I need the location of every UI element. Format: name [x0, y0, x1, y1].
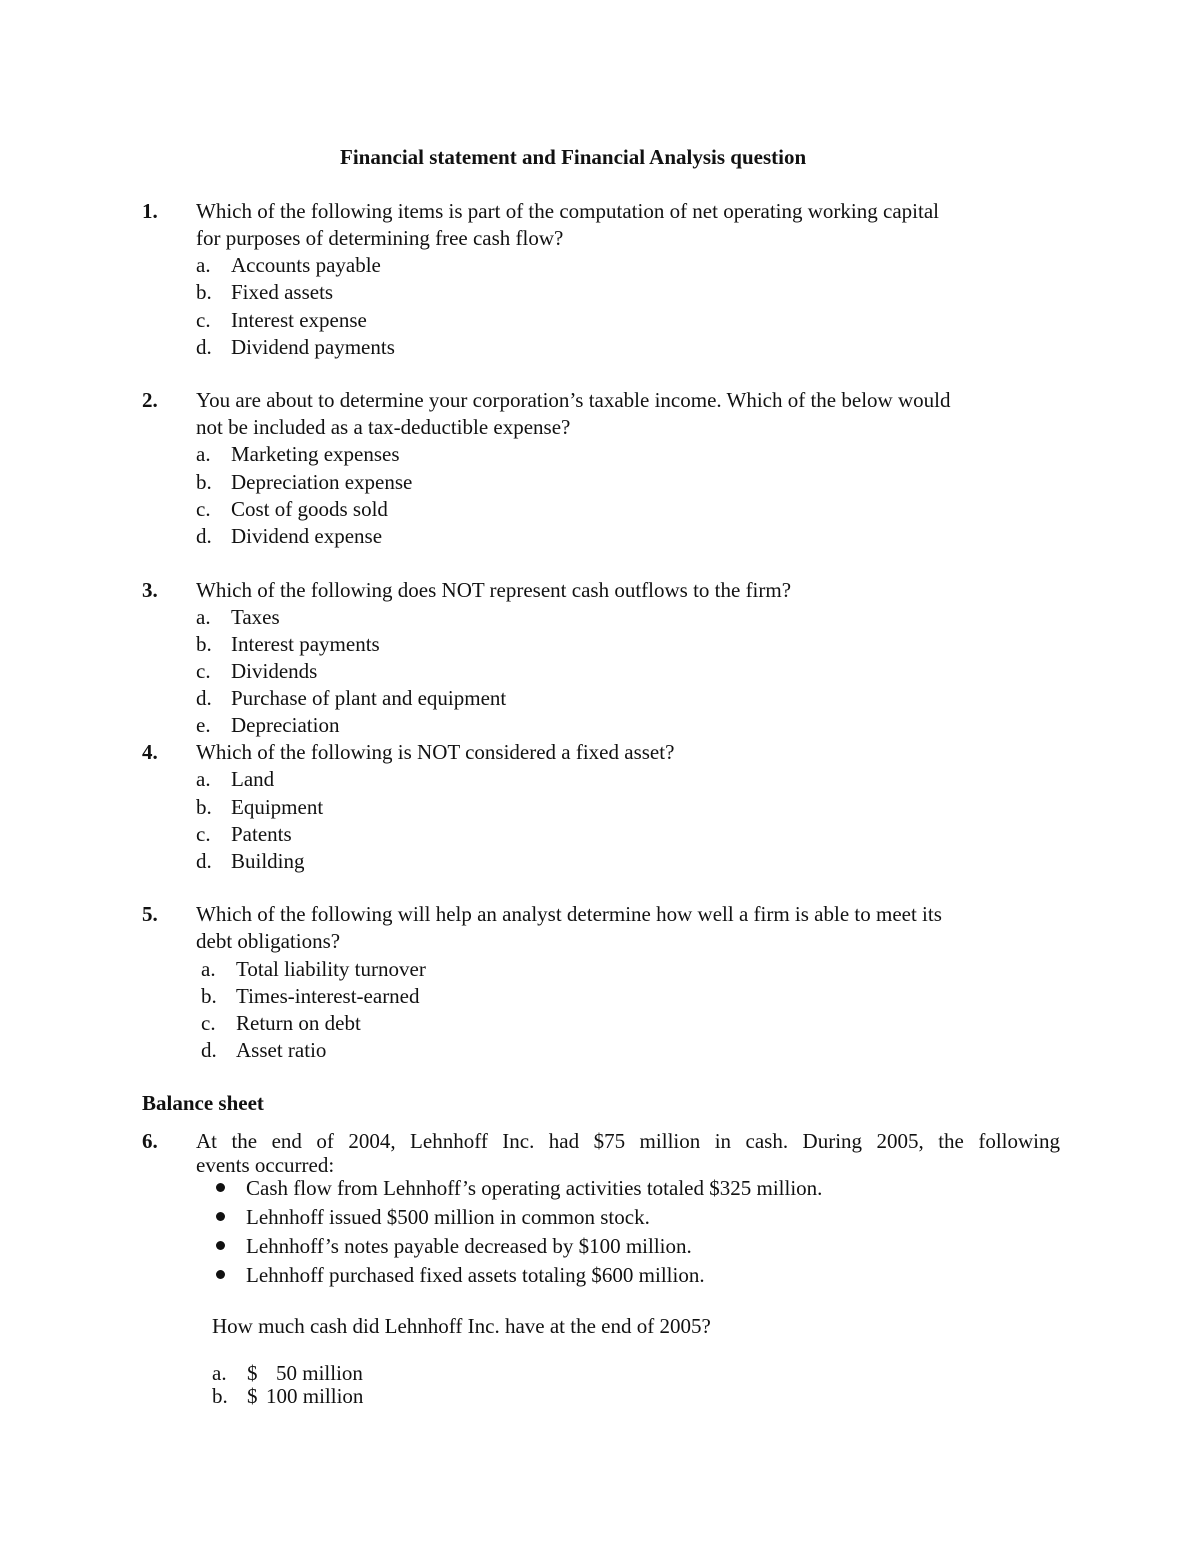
question-6-bullet-4: Lehnhoff purchased fixed assets totaling $600 million.: [246, 1263, 705, 1287]
question-3-text-line-1: Which of the following does NOT represent cash outflows to the firm?: [196, 578, 792, 602]
question-1-text-line-1: Which of the following items is part of the computation of net operating working capital: [196, 199, 939, 223]
question-2-option-a-letter: a.: [196, 442, 211, 466]
question-3-option-a-text: Taxes: [231, 605, 280, 629]
question-1-option-d-letter: d.: [196, 335, 212, 359]
question-5-option-d-letter: d.: [201, 1038, 217, 1062]
question-5-text-line-1: Which of the following will help an analyst determine how well a firm is able to meet its: [196, 902, 942, 926]
question-5-option-d-text: Asset ratio: [236, 1038, 327, 1062]
question-4-option-d-text: Building: [231, 849, 305, 873]
question-6-bullet-2: Lehnhoff issued $500 million in common stock.: [246, 1205, 650, 1229]
question-3-option-e-text: Depreciation: [231, 713, 340, 737]
question-1-option-c-letter: c.: [196, 308, 211, 332]
question-6-option-a-currency: $: [247, 1361, 258, 1385]
question-2-text-line-2: not be included as a tax-deductible expense?: [196, 415, 571, 439]
question-3-option-a-letter: a.: [196, 605, 211, 629]
question-1-option-b-text: Fixed assets: [231, 280, 334, 304]
question-2-option-c-text: Cost of goods sold: [231, 497, 388, 521]
page-title: Financial statement and Financial Analysis question: [340, 145, 807, 169]
question-4-option-b-text: Equipment: [231, 795, 324, 819]
question-5-option-b-text: Times-interest-earned: [236, 984, 420, 1008]
question-2-option-a-text: Marketing expenses: [231, 442, 400, 466]
question-1-text-line-2: for purposes of determining free cash flow?: [196, 226, 564, 250]
question-1-option-a-letter: a.: [196, 253, 211, 277]
question-6-prompt: How much cash did Lehnhoff Inc. have at the end of 2005?: [212, 1314, 711, 1338]
question-1-option-c-text: Interest expense: [231, 308, 367, 332]
question-1-option-b-letter: b.: [196, 280, 212, 304]
question-2-number: 2.: [142, 388, 158, 412]
question-3-number: 3.: [142, 578, 158, 602]
question-6-option-b-currency: $: [247, 1384, 258, 1408]
question-2-option-c-letter: c.: [196, 497, 211, 521]
bullet-dot-3: [216, 1241, 225, 1250]
question-4-text-line-1: Which of the following is NOT considered a fixed asset?: [196, 740, 675, 764]
question-4-option-d-letter: d.: [196, 849, 212, 873]
question-2-option-d-letter: d.: [196, 524, 212, 548]
question-5-option-a-text: Total liability turnover: [236, 957, 426, 981]
question-1-number: 1.: [142, 199, 158, 223]
question-5-option-a-letter: a.: [201, 957, 216, 981]
question-3-option-c-letter: c.: [196, 659, 211, 683]
question-6-text-line-1: At the end of 2004, Lehnhoff Inc. had $75 million in cash. During 2005, the following: [196, 1129, 1060, 1153]
question-1-option-d-text: Dividend payments: [231, 335, 395, 359]
question-2-option-d-text: Dividend expense: [231, 524, 383, 548]
question-2-option-b-text: Depreciation expense: [231, 470, 413, 494]
question-6-number: 6.: [142, 1129, 158, 1153]
question-3-option-b-text: Interest payments: [231, 632, 380, 656]
question-4-number: 4.: [142, 740, 158, 764]
question-6-option-b-letter: b.: [212, 1384, 228, 1408]
question-3-option-d-letter: d.: [196, 686, 212, 710]
question-2-text-line-1: You are about to determine your corporation’s taxable income. Which of the below would: [196, 388, 951, 412]
question-3-option-e-letter: e.: [196, 713, 211, 737]
question-6-option-a-letter: a.: [212, 1361, 227, 1385]
question-3-option-c-text: Dividends: [231, 659, 318, 683]
question-3-option-b-letter: b.: [196, 632, 212, 656]
bullet-dot-4: [216, 1270, 225, 1279]
bullet-dot-2: [216, 1212, 225, 1221]
question-6-option-a-amount: 50 million: [276, 1361, 363, 1385]
question-5-option-c-letter: c.: [201, 1011, 216, 1035]
question-6-bullet-1: Cash flow from Lehnhoff’s operating activities totaled $325 million.: [246, 1176, 823, 1200]
question-5-option-b-letter: b.: [201, 984, 217, 1008]
question-2-option-b-letter: b.: [196, 470, 212, 494]
question-3-option-d-text: Purchase of plant and equipment: [231, 686, 507, 710]
section-heading-balance-sheet: Balance sheet: [142, 1091, 264, 1115]
question-6-bullet-3: Lehnhoff’s notes payable decreased by $100 million.: [246, 1234, 692, 1258]
question-5-text-line-2: debt obligations?: [196, 929, 341, 953]
question-4-option-a-text: Land: [231, 767, 275, 791]
bullet-dot-1: [216, 1183, 225, 1192]
question-6-option-b-amount: 100 million: [266, 1384, 364, 1408]
question-4-option-c-text: Patents: [231, 822, 292, 846]
question-5-number: 5.: [142, 902, 158, 926]
question-4-option-b-letter: b.: [196, 795, 212, 819]
question-4-option-c-letter: c.: [196, 822, 211, 846]
question-4-option-a-letter: a.: [196, 767, 211, 791]
question-1-option-a-text: Accounts payable: [231, 253, 381, 277]
question-5-option-c-text: Return on debt: [236, 1011, 361, 1035]
question-6-text-line-2: events occurred:: [196, 1153, 335, 1177]
